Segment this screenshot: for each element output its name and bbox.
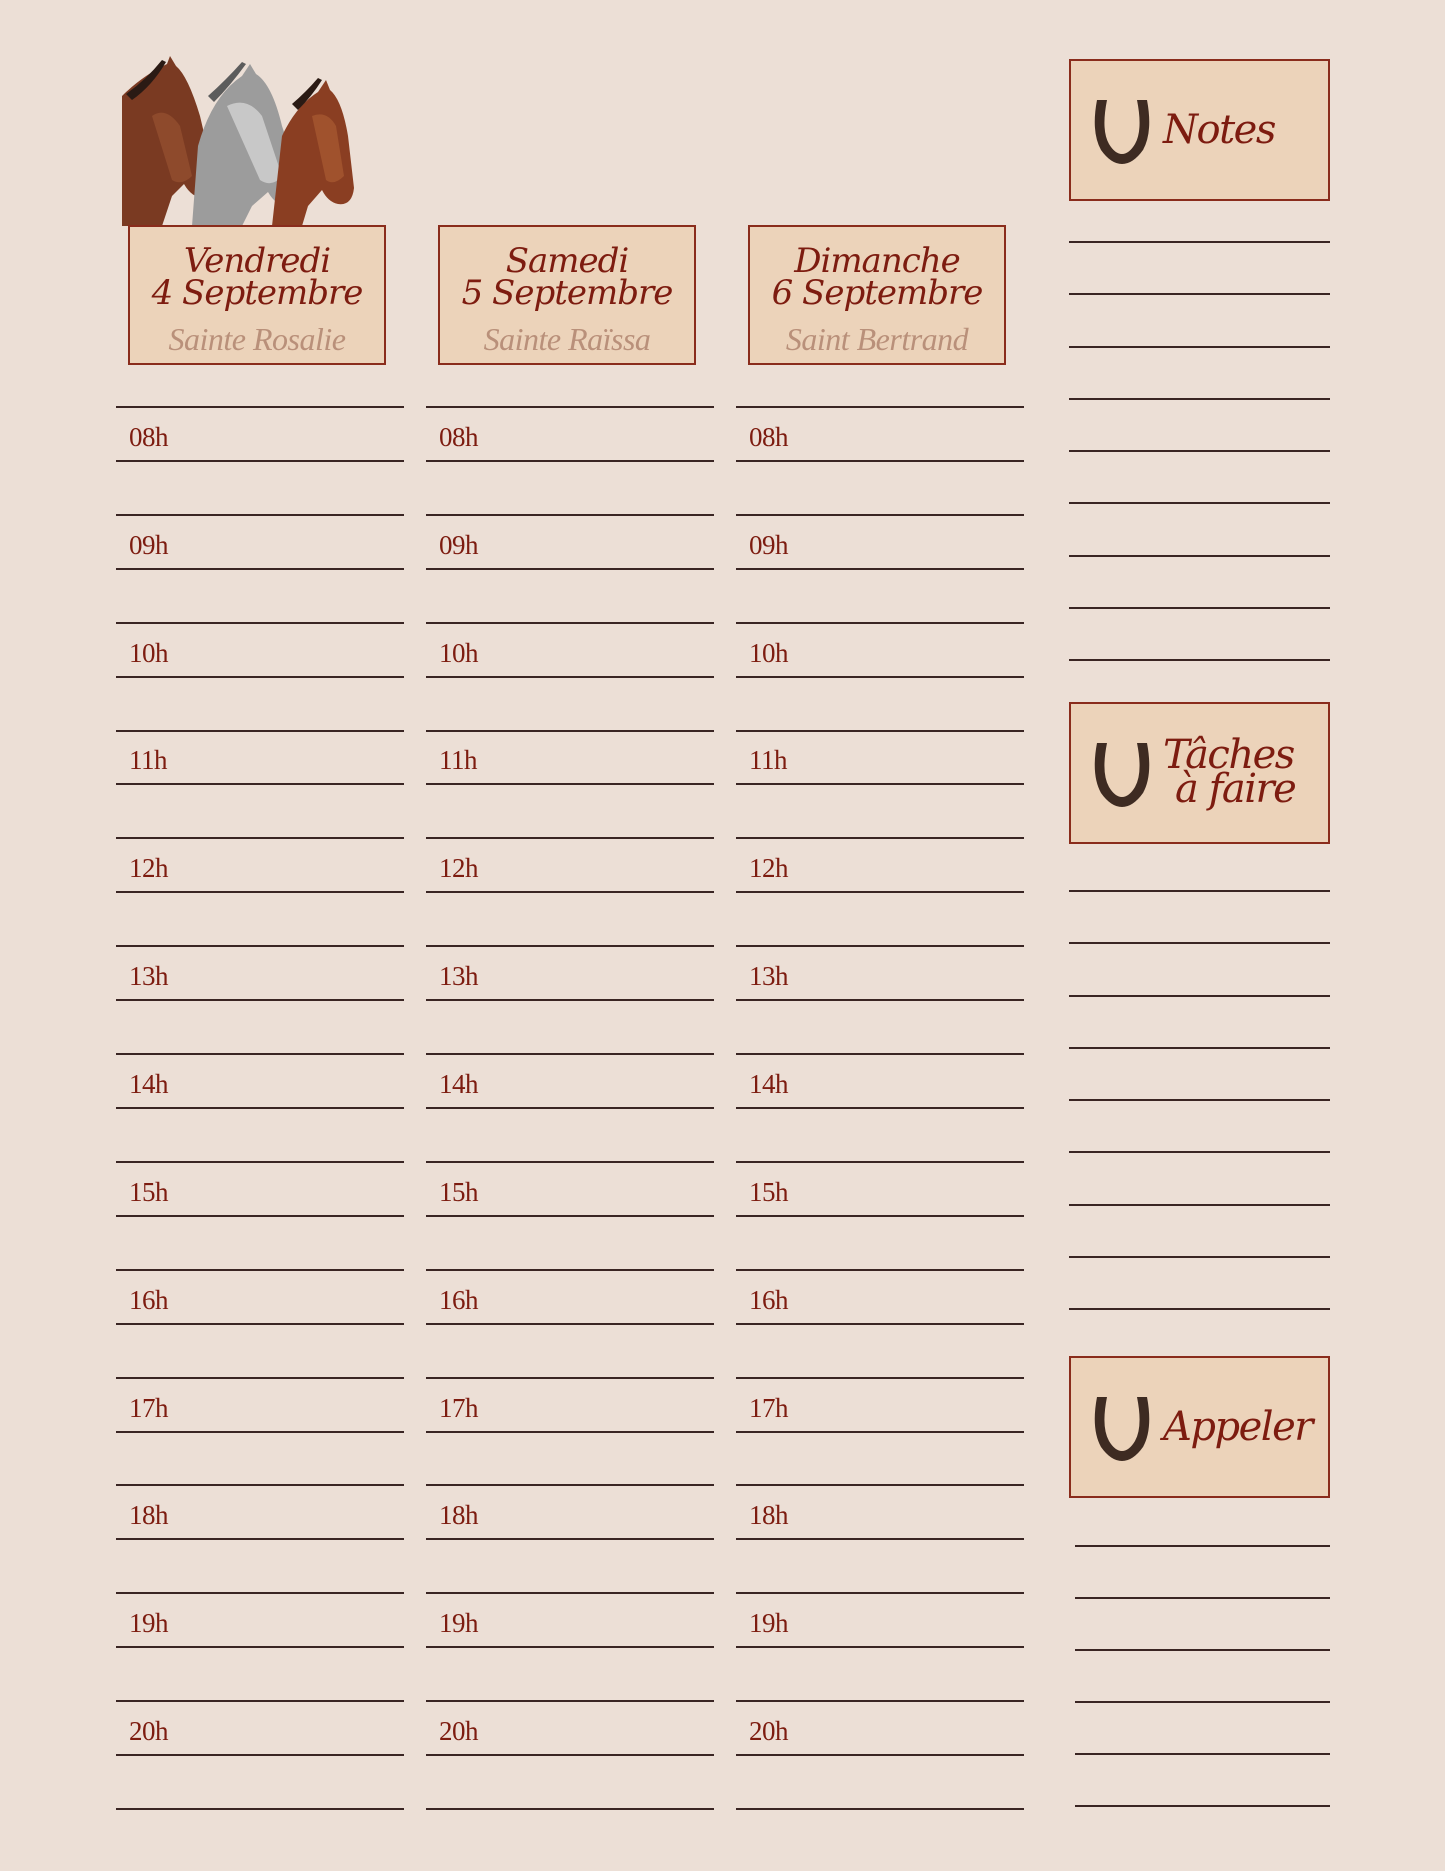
notes-header — [1069, 59, 1330, 201]
writing-line[interactable] — [736, 1484, 1024, 1486]
hour-label: 20h — [749, 1716, 788, 1746]
hour-label: 18h — [129, 1500, 168, 1530]
writing-line[interactable] — [1069, 502, 1330, 504]
writing-line[interactable] — [736, 514, 1024, 516]
writing-line[interactable] — [1069, 607, 1330, 609]
writing-line[interactable] — [736, 1431, 1024, 1433]
hour-label: 12h — [439, 853, 478, 883]
hour-label: 12h — [129, 853, 168, 883]
writing-line[interactable] — [426, 1215, 714, 1217]
hour-label: 14h — [749, 1069, 788, 1099]
writing-line[interactable] — [736, 837, 1024, 839]
writing-line[interactable] — [736, 891, 1024, 893]
hour-label: 08h — [129, 422, 168, 452]
hour-label: 09h — [749, 530, 788, 560]
hour-label: 09h — [129, 530, 168, 560]
writing-line[interactable] — [426, 837, 714, 839]
writing-line[interactable] — [426, 406, 714, 408]
writing-line[interactable] — [426, 1161, 714, 1163]
day-saint: Saint Bertrand — [785, 321, 969, 357]
day-date: 5 Septembre — [461, 273, 673, 313]
writing-line[interactable] — [1069, 1151, 1330, 1153]
writing-line[interactable] — [426, 460, 714, 462]
horseshoe-icon — [1089, 94, 1155, 166]
hour-label: 08h — [749, 422, 788, 452]
writing-line[interactable] — [116, 1053, 404, 1055]
writing-line[interactable] — [1069, 346, 1330, 348]
writing-line[interactable] — [1069, 241, 1330, 243]
writing-line[interactable] — [426, 676, 714, 678]
writing-line[interactable] — [426, 1053, 714, 1055]
day-name: Vendredi — [183, 241, 331, 281]
writing-line[interactable] — [1069, 1256, 1330, 1258]
tasks-title-line1: Tâches — [1163, 732, 1294, 778]
writing-line[interactable] — [736, 1700, 1024, 1702]
hour-label: 10h — [439, 638, 478, 668]
hour-label: 19h — [129, 1608, 168, 1638]
writing-line[interactable] — [116, 1808, 404, 1810]
day-saint: Sainte Raïssa — [483, 321, 651, 357]
writing-line[interactable] — [116, 1592, 404, 1594]
writing-line[interactable] — [116, 1377, 404, 1379]
hour-label: 10h — [749, 638, 788, 668]
writing-line[interactable] — [116, 999, 404, 1001]
writing-line[interactable] — [426, 1808, 714, 1810]
writing-line[interactable] — [736, 406, 1024, 408]
hour-label: 17h — [129, 1393, 168, 1423]
hour-label: 13h — [749, 961, 788, 991]
writing-line[interactable] — [1075, 1805, 1330, 1807]
writing-line[interactable] — [1069, 1047, 1330, 1049]
notes-title: Notes — [1163, 107, 1275, 153]
writing-line[interactable] — [116, 1646, 404, 1648]
hour-label: 09h — [439, 530, 478, 560]
writing-line[interactable] — [736, 1808, 1024, 1810]
day-name: Samedi — [505, 241, 629, 281]
writing-line[interactable] — [426, 1754, 714, 1756]
writing-line[interactable] — [426, 1269, 714, 1271]
writing-line[interactable] — [736, 1377, 1024, 1379]
hour-label: 11h — [129, 745, 167, 775]
hour-label: 16h — [749, 1285, 788, 1315]
hour-label: 20h — [439, 1716, 478, 1746]
hour-label: 14h — [129, 1069, 168, 1099]
writing-line[interactable] — [116, 1700, 404, 1702]
writing-line[interactable] — [116, 1431, 404, 1433]
hour-label: 15h — [749, 1177, 788, 1207]
writing-line[interactable] — [1069, 398, 1330, 400]
writing-line[interactable] — [426, 1377, 714, 1379]
hour-label: 10h — [129, 638, 168, 668]
writing-line[interactable] — [426, 514, 714, 516]
writing-line[interactable] — [736, 730, 1024, 732]
day-header — [748, 225, 1006, 365]
day-name: Dimanche — [794, 241, 960, 281]
writing-line[interactable] — [1069, 450, 1330, 452]
writing-line[interactable] — [1075, 1701, 1330, 1703]
call-title: Appeler — [1163, 1404, 1312, 1450]
tasks-title-line2: à faire — [1175, 766, 1296, 812]
writing-line[interactable] — [116, 837, 404, 839]
writing-line[interactable] — [116, 460, 404, 462]
writing-line[interactable] — [116, 1484, 404, 1486]
horseshoe-icon — [1089, 1391, 1155, 1463]
hour-label: 11h — [749, 745, 787, 775]
writing-line[interactable] — [736, 1107, 1024, 1109]
writing-line[interactable] — [426, 1538, 714, 1540]
writing-line[interactable] — [116, 514, 404, 516]
day-header — [438, 225, 696, 365]
writing-line[interactable] — [736, 676, 1024, 678]
writing-line[interactable] — [736, 999, 1024, 1001]
writing-line[interactable] — [736, 568, 1024, 570]
hour-label: 08h — [439, 422, 478, 452]
writing-line[interactable] — [426, 1431, 714, 1433]
horses-image — [122, 56, 354, 226]
writing-line[interactable] — [116, 406, 404, 408]
hour-label: 19h — [749, 1608, 788, 1638]
writing-line[interactable] — [736, 1215, 1024, 1217]
writing-line[interactable] — [1069, 1204, 1330, 1206]
writing-line[interactable] — [736, 1323, 1024, 1325]
hour-label: 13h — [439, 961, 478, 991]
writing-line[interactable] — [1075, 1597, 1330, 1599]
writing-line[interactable] — [116, 945, 404, 947]
hour-label: 16h — [439, 1285, 478, 1315]
writing-line[interactable] — [116, 568, 404, 570]
writing-line[interactable] — [426, 1700, 714, 1702]
writing-line[interactable] — [736, 1538, 1024, 1540]
writing-line[interactable] — [736, 1646, 1024, 1648]
writing-line[interactable] — [1069, 995, 1330, 997]
writing-line[interactable] — [116, 1538, 404, 1540]
writing-line[interactable] — [426, 568, 714, 570]
writing-line[interactable] — [116, 730, 404, 732]
writing-line[interactable] — [426, 999, 714, 1001]
day-date: 6 Septembre — [771, 273, 983, 313]
day-date: 4 Septembre — [151, 273, 363, 313]
day-saint: Sainte Rosalie — [168, 321, 346, 357]
writing-line[interactable] — [116, 1269, 404, 1271]
writing-line[interactable] — [1069, 1308, 1330, 1310]
writing-line[interactable] — [736, 1754, 1024, 1756]
writing-line[interactable] — [116, 891, 404, 893]
hour-label: 12h — [749, 853, 788, 883]
hour-label: 18h — [439, 1500, 478, 1530]
writing-line[interactable] — [1075, 1545, 1330, 1547]
hour-label: 20h — [129, 1716, 168, 1746]
writing-line[interactable] — [736, 1269, 1024, 1271]
writing-line[interactable] — [116, 1161, 404, 1163]
tasks-header — [1069, 702, 1330, 844]
writing-line[interactable] — [1069, 942, 1330, 944]
writing-line[interactable] — [736, 945, 1024, 947]
writing-line[interactable] — [1069, 293, 1330, 295]
call-header — [1069, 1356, 1330, 1498]
writing-line[interactable] — [116, 1107, 404, 1109]
writing-line[interactable] — [426, 622, 714, 624]
hour-label: 15h — [129, 1177, 168, 1207]
writing-line[interactable] — [426, 1484, 714, 1486]
writing-line[interactable] — [116, 1215, 404, 1217]
hour-label: 13h — [129, 961, 168, 991]
horseshoe-icon — [1089, 737, 1155, 809]
hour-label: 18h — [749, 1500, 788, 1530]
writing-line[interactable] — [426, 1107, 714, 1109]
day-header — [128, 225, 386, 365]
writing-line[interactable] — [426, 1592, 714, 1594]
writing-line[interactable] — [1069, 890, 1330, 892]
writing-line[interactable] — [1069, 1099, 1330, 1101]
writing-line[interactable] — [1069, 659, 1330, 661]
hour-label: 14h — [439, 1069, 478, 1099]
hour-label: 19h — [439, 1608, 478, 1638]
writing-line[interactable] — [426, 783, 714, 785]
writing-line[interactable] — [426, 945, 714, 947]
writing-line[interactable] — [1075, 1753, 1330, 1755]
hour-label: 15h — [439, 1177, 478, 1207]
writing-line[interactable] — [116, 676, 404, 678]
hour-label: 11h — [439, 745, 477, 775]
hour-label: 16h — [129, 1285, 168, 1315]
writing-line[interactable] — [736, 1592, 1024, 1594]
writing-line[interactable] — [1069, 555, 1330, 557]
writing-line[interactable] — [426, 891, 714, 893]
writing-line[interactable] — [426, 1646, 714, 1648]
hour-label: 17h — [749, 1393, 788, 1423]
writing-line[interactable] — [426, 730, 714, 732]
writing-line[interactable] — [736, 1161, 1024, 1163]
writing-line[interactable] — [116, 783, 404, 785]
writing-line[interactable] — [736, 622, 1024, 624]
writing-line[interactable] — [1075, 1649, 1330, 1651]
writing-line[interactable] — [116, 1754, 404, 1756]
writing-line[interactable] — [736, 460, 1024, 462]
writing-line[interactable] — [426, 1323, 714, 1325]
writing-line[interactable] — [736, 1053, 1024, 1055]
writing-line[interactable] — [116, 622, 404, 624]
writing-line[interactable] — [116, 1323, 404, 1325]
hour-label: 17h — [439, 1393, 478, 1423]
writing-line[interactable] — [736, 783, 1024, 785]
